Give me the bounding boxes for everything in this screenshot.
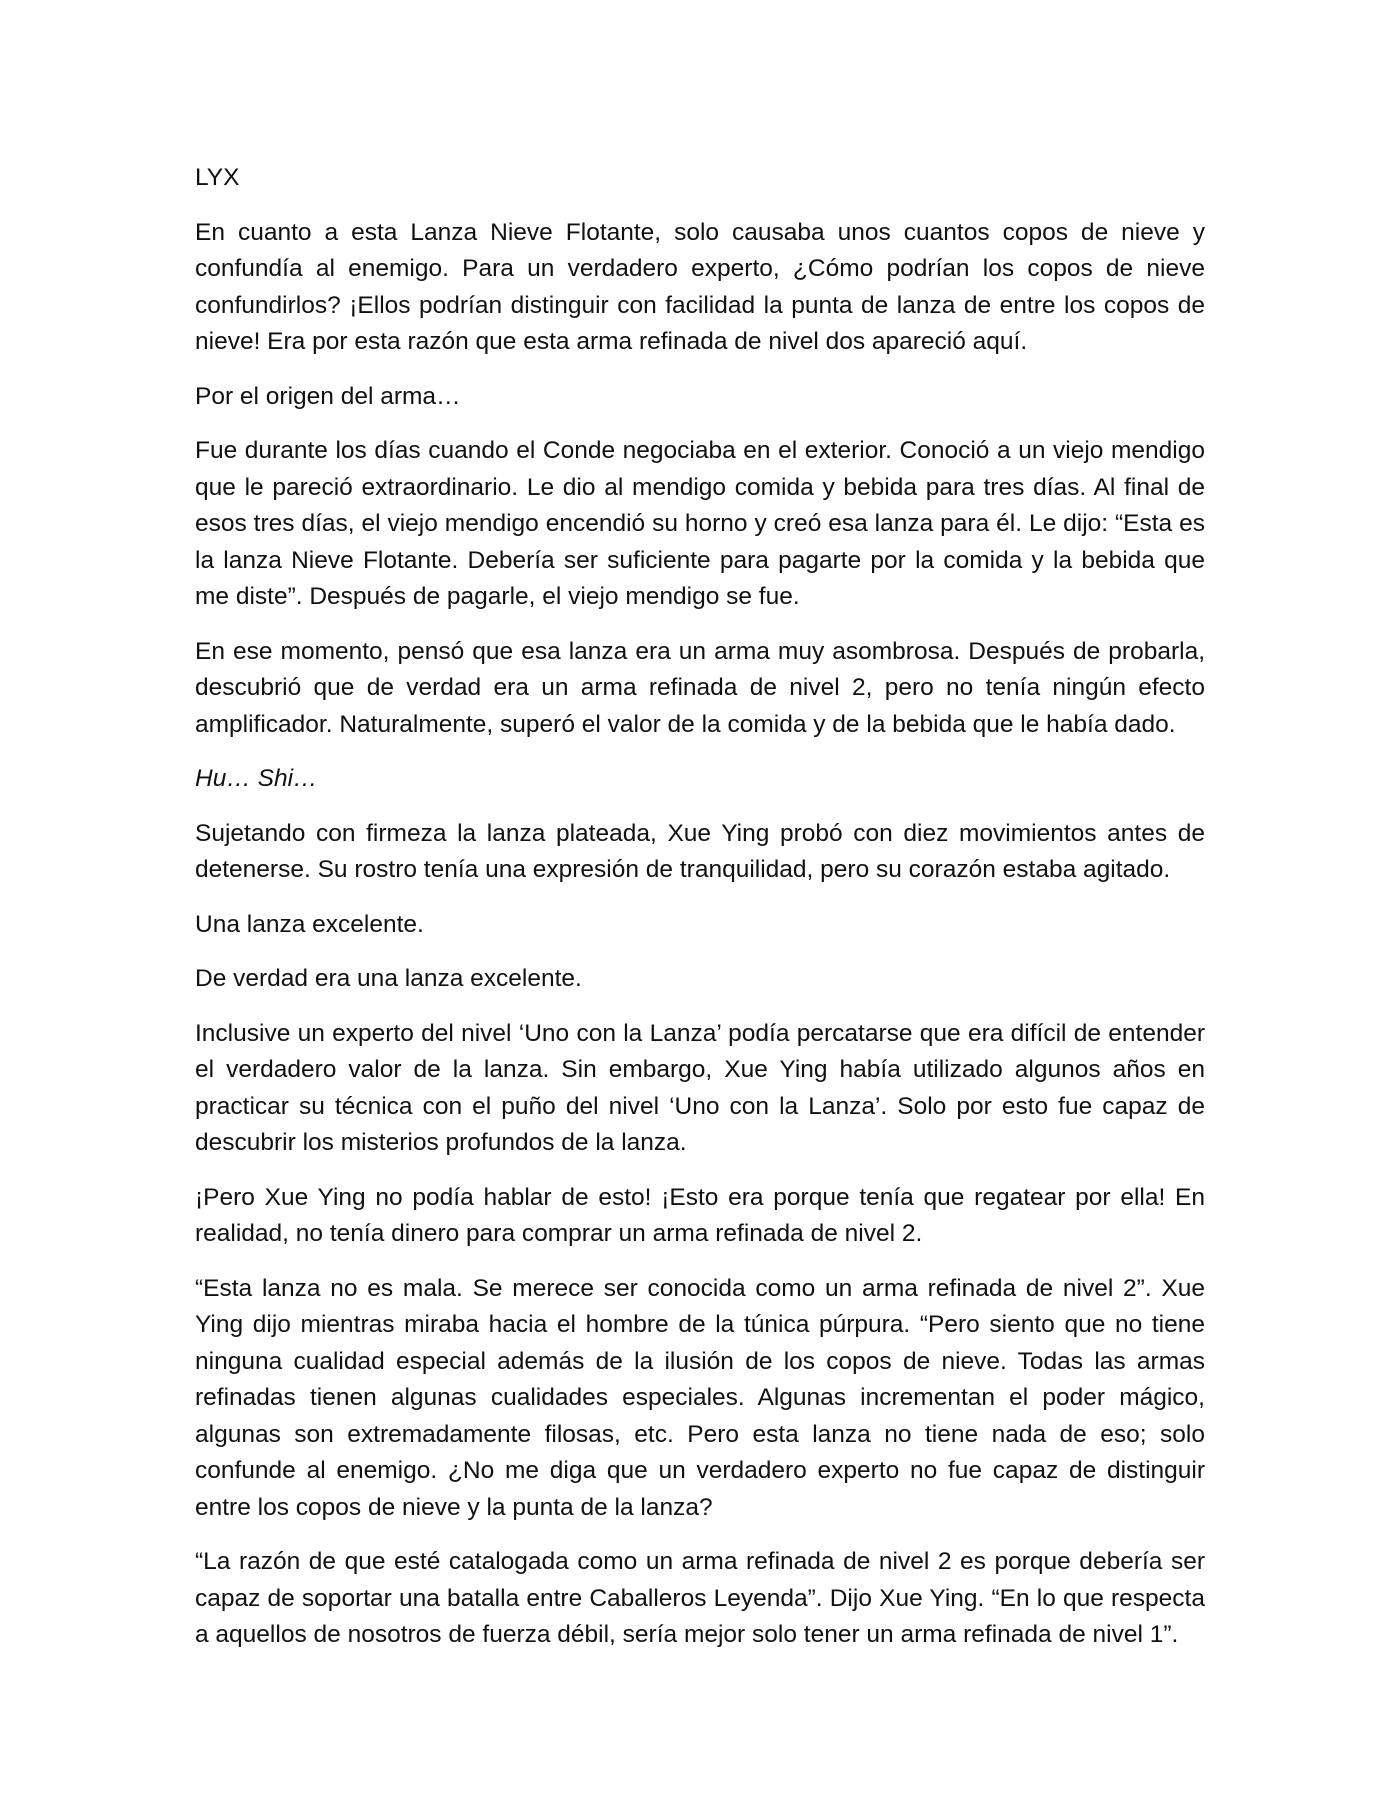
paragraph-italic: Hu… Shi… (195, 765, 318, 792)
paragraph: “La razón de que esté catalogada como un arma refinada de nivel 2 es porque debería ser capaz de soportar una batalla entre Caballeros Leyenda”. Dijo Xue Ying. “En lo que respecta a aquellos de nosotros de fuerza débil, sería mejor solo tener un arma refinada de nivel 1”. (195, 1548, 1205, 1648)
paragraph: Por el origen del arma… (195, 382, 461, 410)
paragraph: ¡Pero Xue Ying no podía hablar de esto! ¡Esto era porque tenía que regatear por ella! En realidad, no tenía dinero para comprar un arma refinada de nivel 2. (195, 1183, 1205, 1247)
paragraph: Sujetando con firmeza la lanza plateada, Xue Ying probó con diez movimientos antes de detenerse. Su rostro tenía una expresión de tranquilidad, pero su corazón estaba agitado. (195, 819, 1205, 883)
paragraph: Inclusive un experto del nivel ‘Uno con la Lanza’ podía percatarse que era difícil de entender el verdadero valor de la lanza. Sin embargo, Xue Ying había utilizado algunos años en practicar su técnica con el puño del nivel ‘Uno con la Lanza’. Solo por esto fue capaz de descubrir los misterios profundos de la lanza. (195, 1019, 1205, 1156)
paragraph: De verdad era una lanza excelente. (195, 965, 582, 992)
paragraph: “Esta lanza no es mala. Se merece ser conocida como un arma refinada de nivel 2”. Xue Ying dijo mientras miraba hacia el hombre de la túnica púrpura. “Pero siento que no tiene ninguna cualidad especial además de la ilusión de los copos de nieve. Todas las armas refinadas tienen algunas cualidades especiales. Algunas incrementan el poder mágico, algunas son extremadamente filosas, etc. Pero esta lanza no tiene nada de eso; solo confunde al enemigo. ¿No me diga que un verdadero experto no fue capaz de distinguir entre los copos de nieve y la punta de la lanza? (195, 1274, 1205, 1521)
paragraph: Una lanza excelente. (195, 910, 424, 938)
paragraph: En ese momento, pensó que esa lanza era un arma muy asombrosa. Después de probarla, descubrió que de verdad era un arma refinada de nivel 2, pero no tenía ningún efecto amplificador. Naturalmente, superó el valor de la comida y de la bebida que le había dado. (195, 637, 1205, 738)
paragraph: Fue durante los días cuando el Conde negociaba en el exterior. Conoció a un viejo mendigo que le pareció extraordinario. Le dio al mendigo comida y bebida para tres días. Al final de esos tres días, el viejo mendigo encendió su horno y creó esa lanza para él. Le dijo: “Esta es la lanza Nieve Flotante. Debería ser suficiente para pagarte por la comida y la bebida que me diste”. Después de pagarle, el viejo mendigo se fue. (195, 437, 1205, 610)
document-header: LYX (195, 164, 240, 191)
paragraph: En cuanto a esta Lanza Nieve Flotante, solo causaba unos cuantos copos de nieve y confundía al enemigo. Para un verdadero experto, ¿Cómo podrían los copos de nieve confundirlos? ¡Ellos podrían distinguir con facilidad la punta de lanza de entre los copos de nieve! Era por esta razón que esta arma refinada de nivel dos apareció aquí. (195, 218, 1205, 355)
document-page (195, 160, 1205, 1672)
